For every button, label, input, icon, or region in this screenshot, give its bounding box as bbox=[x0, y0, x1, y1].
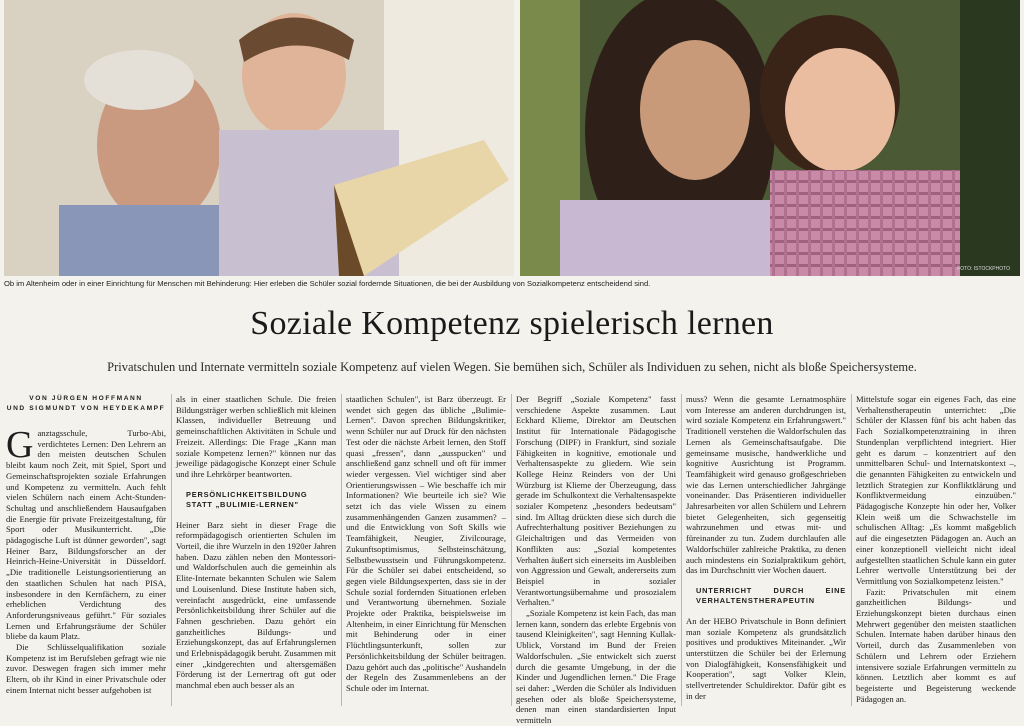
paragraph bbox=[6, 424, 166, 642]
byline bbox=[6, 394, 166, 414]
paragraph: „Soziale Kompetenz ist kein Fach, das man lernen kann, sondern das erlebte Ergebnis von tausend Kleinigkeiten", sagt Henning Kullak-Ublick, Vorstand im Bund der Freien Waldorfschulen. „Sie entwickelt sich zuerst durch die gesamte Umgebung, in der die Kinder und Jugendlichen lernen." Die Frage sei daher: „Werden die Schüler als Individuen gesehen oder als bloße Speichersysteme, denen man einen standardisierten Input vermitteln bbox=[516, 608, 676, 726]
column-rule bbox=[681, 394, 682, 706]
section-subheading: UNTERRICHT DURCH EINE VERHALTENSTHERAPEUTIN bbox=[696, 585, 846, 605]
article-column-1 bbox=[6, 394, 166, 706]
photo-left-illustration bbox=[4, 0, 514, 276]
paragraph: Mittelstufe sogar ein eigenes Fach, das eine Verhaltenstherapeutin unterrichtet: „Die Schüler der Klassen fünf bis acht haben das Fach Sozialkompetenztraining in ihren Stundenplan verpflichtend integriert. Hier geht es darum – konzentriert auf den unmittelbaren Schul- und Internatskontext –, die genannten Fähigkeiten zu entwickeln und letztlich Strategien zur Konfliktklärung und Konfliktvermeidung einzuüben." Pädagogische Konzepte hin oder her, Volker Klein weiß um die Schwachstelle im schulischen Alltag: „Es kommt maßgeblich auf die eingesetzten Pädagogen an. Auch an einer konzeptionell vielleicht nicht ideal aufgestellten staatlichen Schule kann ein guter Lehrer wertvolle Unterstützung bei der Vermittlung von Sozialkompetenz leisten." bbox=[856, 394, 1016, 586]
paragraph: Der Begriff „Soziale Kompetenz" fasst verschiedene Aspekte zusammen. Laut Eckhard Klieme, Direktor am Deutschen Institut für Internationale Pädagogische Forschung (DIPF) in Frankfurt, sind soziale Fähigkeiten in kognitive, emotionale und Verhaltensaspekte zu gliedern. Wie sein Kollege Heinz Reinders von der Uni Würzburg ist Klieme der Überzeugung, dass gerade im Schulkontext die Verhaltensaspekte sozialer Kompetenz „besonders bedeutsam" sind. Im Alltag drückten diese sich durch die Aufrechterhaltung positiver Beziehungen zu Gleichaltrigen und das Vermeiden von Konflikten aus: „Sozial kompetentes Verhalten äußert sich einerseits im Ausbleiben von Aggression und Gewalt, andererseits zum Beispiel in sozialer Verantwortungsübernahme und prosozialem Verhalten." bbox=[516, 394, 676, 608]
photo-strip bbox=[4, 0, 1020, 276]
byline-line-2: UND SIGMUNDT VON HEYDEKAMPF bbox=[6, 405, 166, 412]
column-rule bbox=[341, 394, 342, 706]
photo-right-illustration bbox=[520, 0, 1020, 276]
paragraph: staatlichen Schulen", ist Barz überzeugt. Er wendet sich gegen das übliche „Bulimie-Lernen". Davon sprechen Bildungskritiker, wenn Schüler nur auf Druck für den nächsten Test oder die nächste Arbeit lernen, den Stoff quasi „fressen", dann „ausspucken" und anschließend ganz schnell und oft für immer wieder vergessen. Viel wichtiger sind aber Orientierungswissen – Wie beschaffe ich mir Informationen? Wie beurteile ich sie? Wie setzt ich das viele Wissen zu einem zusammenhängenden Ganzen zusammen? – und die Entwicklung von Soft Skills wie Teamfähigkeit, Neugier, Zivilcourage, Zukunftsoptimismus, Selbsteinschätzung, Selbstbewusstsein und Führungskompetenz. Für die Schüler sei dabei entscheidend, so gegen viele Bildungsexperten, dass sie in der Schule sozial fordernden Situationen erleben und Verantwortung übernehmen. Soziale Projekte oder Praktika, beispielsweise im Altenheim, in einer Einrichtung für Menschen mit Behinderung oder in einer Flüchtlingsunterkunft, sollen zur Persönlichkeitsbildung der Schüler beitragen. Dazu gehört auch das „politische" Aushandeln der Regeln des Zusammenlebens an der Schule oder im Internat. bbox=[346, 394, 506, 693]
column-rule bbox=[851, 394, 852, 706]
paragraph: An der HEBO Privatschule in Bonn definiert man soziale Kompetenz als grundsätzlich positives und produktives Miteinander. „Wir unterstützen die Schüler bei der Erlernung von Dialogfähigkeit, Konsensfähigkeit und Kooperation", sagt Volker Klein, stellvertretender Schuldirektor. Dafür gibt es in der bbox=[686, 615, 846, 701]
article-column-2 bbox=[176, 394, 336, 706]
column-rule bbox=[171, 394, 172, 706]
column-rule bbox=[511, 394, 512, 706]
article-headline: Soziale Kompetenz spielerisch lernen bbox=[250, 305, 774, 342]
paragraph-text: anztagsschule, Turbo-Abi, verdichtetes Lernen: Den Lehrern an den meisten deutschen Schulen bleibt kaum noch Zeit, mit Spiel, Sport und Gemeinschaftsprojekten soziale Erfahrungen und Kompetenz zu vermitteln. Auch fehlt vielen Schülern nach einem Acht-Stunden-Schultag und anschließendem Hausaufgaben die Energie für private Freizeitgestaltung, für Sport oder Musikunterricht. „Die pädagogische Luft ist dünner geworden", sagt Heiner Barz, Bildungsforscher an der Heinrich-Heine-Universität in Düsseldorf. „Die traditionelle Leistungsorientierung an den staatlichen Schulen hat nach PISA, insbesondere in den Kernfächern, zu einer erheblichen Verdichtung des Anforderungsniveaus geführt." Für soziales Lernen und Erfahrungsräume der Schüler bliebe da kaum Platz. bbox=[6, 428, 166, 642]
article-column-6 bbox=[856, 394, 1016, 706]
article-column-5 bbox=[686, 394, 846, 706]
photo-elderly-man-and-student-reading bbox=[4, 0, 514, 276]
drop-cap: G bbox=[6, 424, 34, 466]
article-column-3 bbox=[346, 394, 506, 706]
paragraph: als in einer staatlichen Schule. Die freien Bildungsträger werben schließlich mit kleinen Klassen, individueller Betreuung und gemeinschaftlichen Aktivitäten in Schule und Freizeit. Allerdings: Die Frage „Kann man soziale Kompetenz lernen?" können nur das jeweilige pädagogische Konzept einer Schule und ihre Lehrkörper beantworten. bbox=[176, 394, 336, 479]
paragraph: Die Schlüsselqualifikation soziale Kompetenz ist im Berufsleben gefragt wie nie zuvor. Deswegen fragen sich immer mehr Eltern, ob ihr Kind in einer Privatschule oder einem Internat nicht besser aufgehoben ist bbox=[6, 642, 166, 695]
photo-caption: Ob im Altenheim oder in einer Einrichtung für Menschen mit Behinderung: Hier erleben die Schüler sozial fordernde Situationen, die bei der Ausbildung von Sozialkompetenz entscheidend sind. bbox=[4, 279, 651, 288]
article-column-4 bbox=[516, 394, 676, 726]
paragraph: Heiner Barz sieht in dieser Frage die reformpädagogisch orientierten Schulen im Vorteil, die ihre Wurzeln in den 1920er Jahren haben. Dazu zählen neben den Montessori- und Waldorfschulen auch die gemeinhin als Elite-Internate bekannten Schulen wie Salem und Louisenlund. Diese Institute haben sich, vereinfacht ausgedrückt, eine umfassende Persönlichkeitsbildung ihrer Schüler auf die Fahnen geschrieben. Dazu gehört ein ganzheitliches Bildungs- und Erziehungskonzept, das auf Erfahrungslernen und Erlebnispädagogik beruht. Zusammen mit einer „kindgerechten und altersgemäßen Förderung ist der Lernertrag oft gut oder manchmal eben auch besser als an bbox=[176, 519, 336, 691]
photo-girl-and-young-woman bbox=[520, 0, 1020, 276]
paragraph: Fazit: Privatschulen mit einem ganzheitlichen Bildungs- und Erziehungskonzept bieten durchaus einen Mehrwert gegenüber den meisten staatlichen Schulen. Internate haben darüber hinaus den Vorteil, durch das Zusammenleben von Schülern und Lehrern oder Erziehern intensivere soziale Erfahrungen vermitteln zu können. Letztlich aber kommt es auf begeisterte und Begeisterung weckende Pädagogen an. bbox=[856, 586, 1016, 704]
photo-credit: FOTO: ISTOCKPHOTO bbox=[957, 266, 1010, 272]
paragraph: muss? Wenn die gesamte Lernatmosphäre vom Interesse am anderen durchdrungen ist, wird soziale Kompetenz ein Erfahrungswert." Traditionell verstehen die Waldorfschulen das Lernen als Gemeinschaftsaufgabe. Die gemeinsame musische, handwerkliche und kognitive Ausrichtung ist Programm. Teamfähigkeit wird genauso großgeschrieben wie das Lernen unterschiedlicher Jahrgänge voneinander. Das Präsentieren individueller Jahresarbeiten vor allen Schülern und Lehrern bietet Gelegenheiten, sich gegenseitig wahrzunehmen und etwas mit- und füreinander zu tun. Zudem durchlaufen alle Waldorfschüler zahlreiche Praktika, zu denen auch mindestens ein Sozialpraktikum gehört, das im Durchschnitt vier Wochen dauert. bbox=[686, 394, 846, 576]
section-subheading: PERSÖNLICHKEITSBILDUNG STATT „BULIMIE-LERNEN" bbox=[186, 489, 308, 509]
article-subheadline: Privatschulen und Internate vermitteln soziale Kompetenz auf vielen Wegen. Sie bemühen sich, Schüler als Individuen zu sehen, nicht als bloße Speichersysteme. bbox=[107, 360, 917, 374]
byline-line-1: VON JÜRGEN HOFFMANN bbox=[29, 395, 143, 402]
